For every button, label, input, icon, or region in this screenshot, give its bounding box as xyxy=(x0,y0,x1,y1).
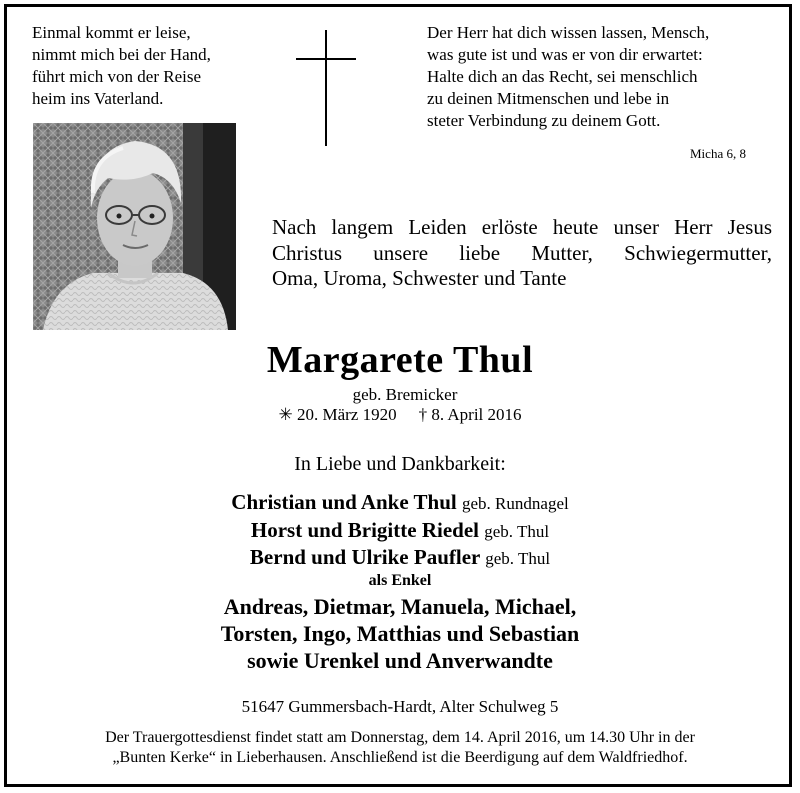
cross-icon-bar xyxy=(296,58,356,60)
verse-citation: Micha 6, 8 xyxy=(690,146,746,161)
intro-text xyxy=(272,215,772,292)
address: 51647 Gummersbach-Hardt, Alter Schulweg 5 xyxy=(241,697,559,716)
grandchildren-line: sowie Urenkel und Anverwandte xyxy=(247,648,553,673)
family-maiden-name: geb. Thul xyxy=(485,549,551,568)
verse-right-line: was gute ist und was er von dir erwartet: xyxy=(427,45,703,64)
intro-line: Nach langem Leiden erlöste heute unser Herr Jesus xyxy=(272,215,772,239)
verse-left-line: führt mich von der Reise xyxy=(32,67,202,86)
service-line: „Bunten Kerke“ in Lieberhausen. Anschließend ist die Beerdigung auf dem Waldfriedhof. xyxy=(112,749,688,766)
death-date: 8. April 2016 xyxy=(431,405,522,424)
cross-icon xyxy=(325,30,327,146)
gratitude-heading: In Liebe und Dankbarkeit: xyxy=(294,453,506,475)
verse-right-line: steter Verbindung zu deinem Gott. xyxy=(427,111,661,130)
service-line: Der Trauergottesdienst findet statt am Donnerstag, dem 14. April 2016, um 14.30 Uhr in der xyxy=(105,729,695,746)
family-names: Horst und Brigitte Riedel xyxy=(250,518,479,542)
family-maiden-name: geb. Rundnagel xyxy=(462,494,569,513)
death-cross-icon: † xyxy=(418,405,428,424)
grandchildren-line: Torsten, Ingo, Matthias und Sebastian xyxy=(220,621,580,646)
birth-date: 20. März 1920 xyxy=(296,405,397,424)
verse-right-line: Der Herr hat dich wissen lassen, Mensch, xyxy=(427,23,710,42)
family-names: Christian und Anke Thul xyxy=(231,490,457,514)
family-maiden-name: geb. Thul xyxy=(484,522,550,541)
verse-left-line: Einmal kommt er leise, xyxy=(32,23,191,42)
intro-line: Oma, Uroma, Schwester und Tante xyxy=(272,266,567,290)
portrait-photo xyxy=(33,123,236,330)
deceased-name: Margarete Thul xyxy=(266,339,534,381)
service-info xyxy=(0,728,800,768)
verse-right-line: zu deinen Mitmenschen und lebe in xyxy=(427,89,670,108)
family-line xyxy=(0,518,800,543)
verse-left-line: heim ins Vaterland. xyxy=(32,89,164,108)
family-names: Bernd und Ulrike Paufler xyxy=(249,545,480,569)
verse-left-line: nimmt mich bei der Hand, xyxy=(32,45,211,64)
verse-right-line: Halte dich an das Recht, sei menschlich xyxy=(427,67,698,86)
birth-name: geb. Bremicker xyxy=(352,385,458,404)
birth-star-icon: ✳ xyxy=(278,405,293,424)
family-line xyxy=(0,545,800,570)
life-dates xyxy=(0,405,800,425)
intro-line: Christus unsere liebe Mutter, Schwiegermutter, xyxy=(272,240,772,265)
verse-left xyxy=(32,22,302,110)
grandchildren-label: als Enkel xyxy=(368,572,432,589)
verse-right xyxy=(427,22,767,132)
grandchildren-line: Andreas, Dietmar, Manuela, Michael, xyxy=(223,594,577,619)
family-line xyxy=(0,490,800,515)
